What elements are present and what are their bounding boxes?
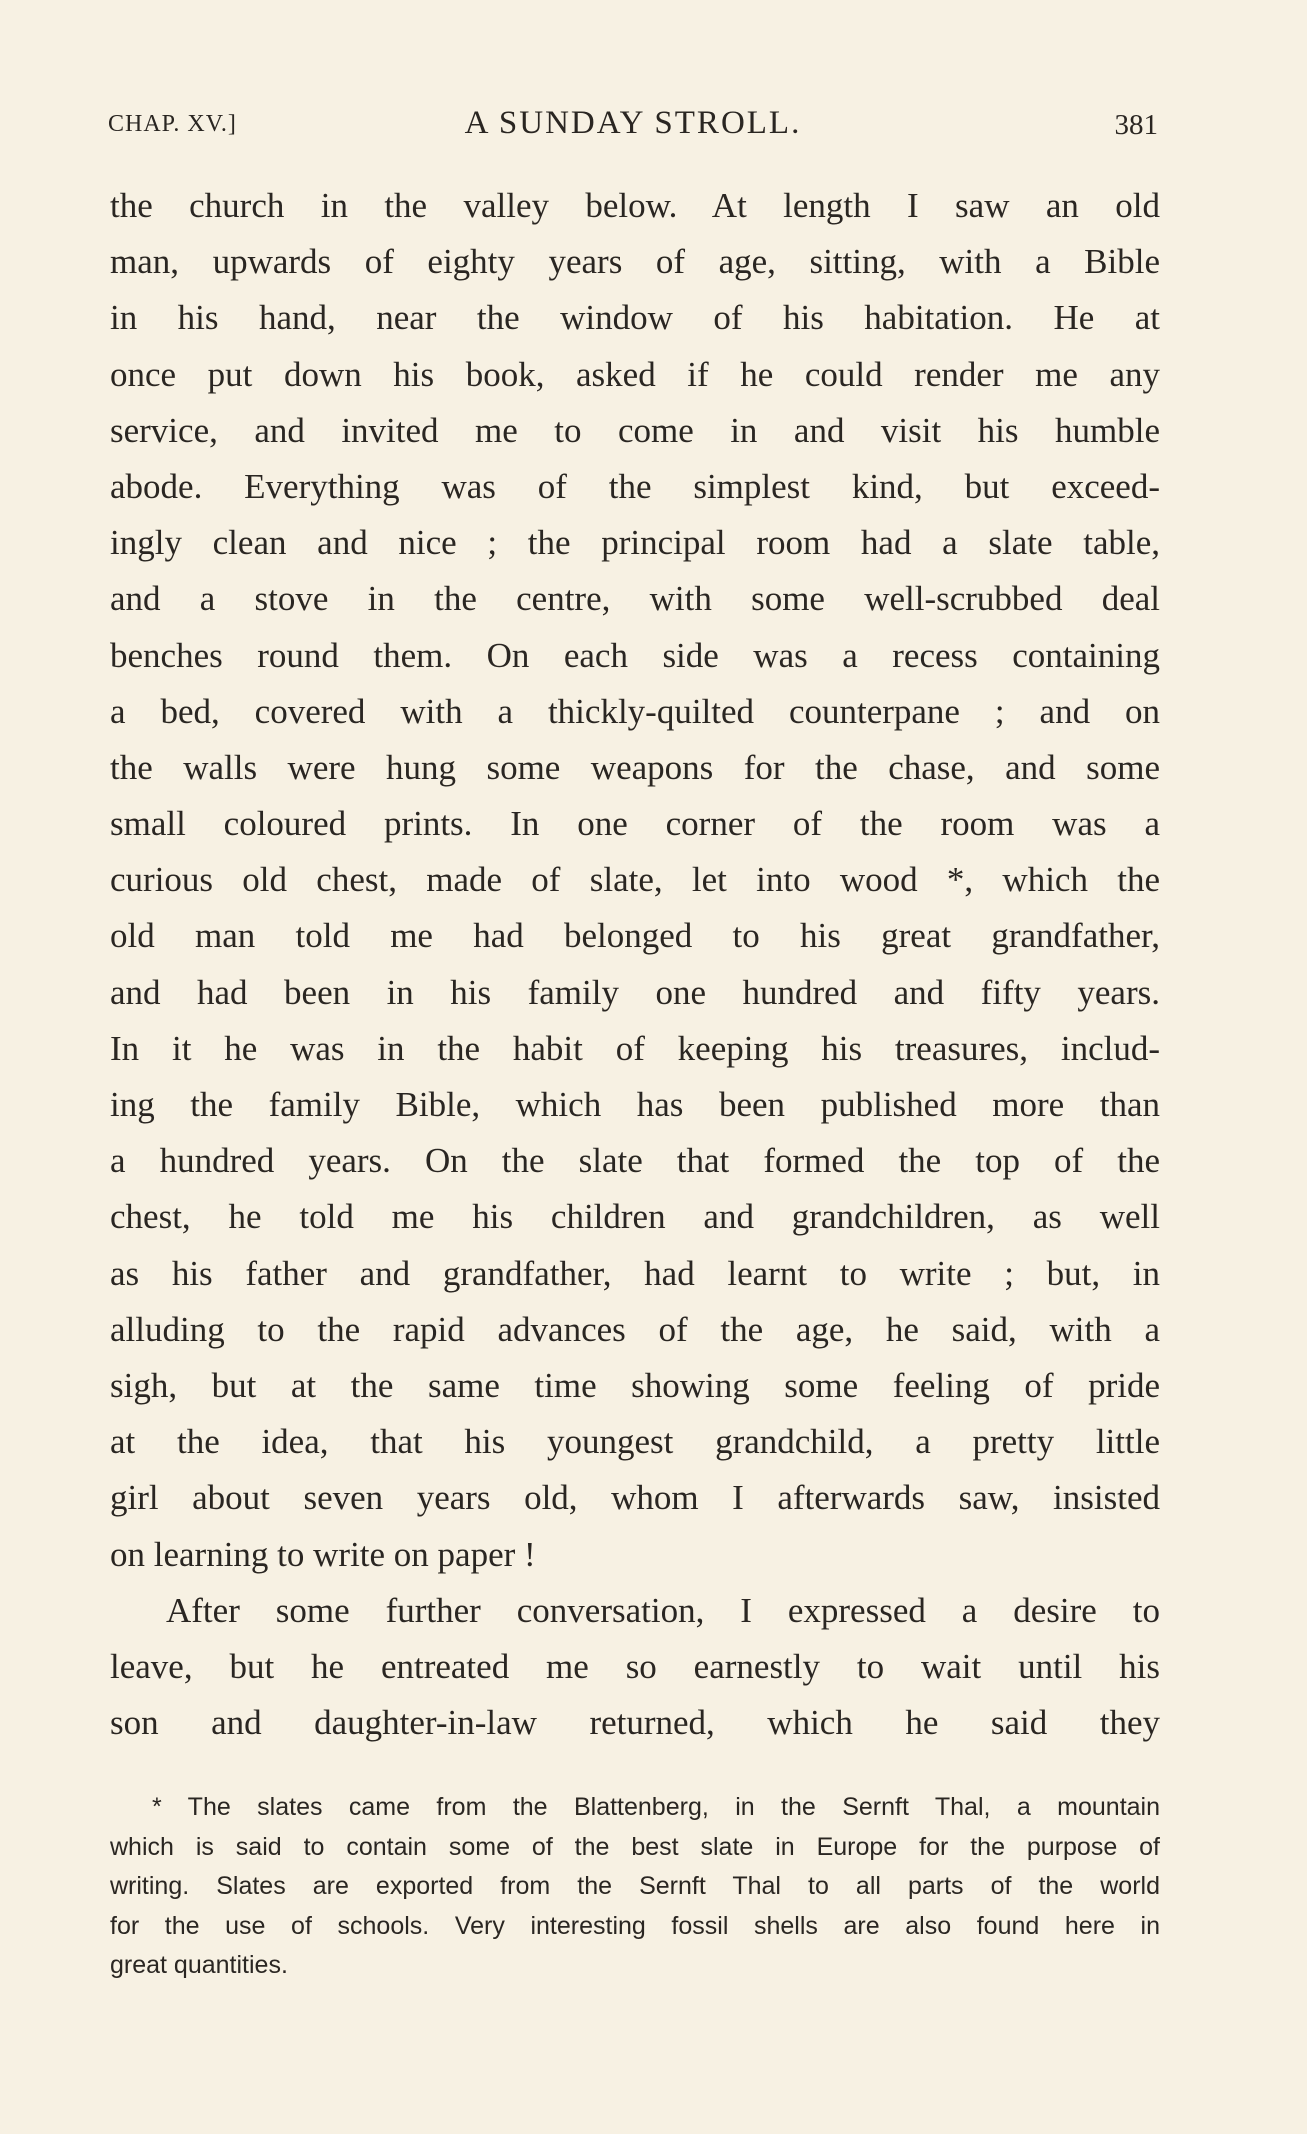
text-line: benches round them. On each side was a recess containing	[110, 635, 1160, 675]
paragraph-start-line: After some further conversation, I expressed a desire to	[166, 1590, 1160, 1630]
text-line: small coloured prints. In one corner of the room was a	[110, 804, 1160, 844]
footnote-line: which is said to contain some of the best slate in Europe for the purpose of	[110, 1832, 1160, 1861]
text-line: service, and invited me to come in and visit his humble	[110, 410, 1160, 450]
text-line: in his hand, near the window of his habitation. He at	[110, 298, 1160, 338]
text-line: sigh, but at the same time showing some feeling of pride	[110, 1365, 1160, 1405]
text-line: at the idea, that his youngest grandchild, a pretty little	[110, 1422, 1160, 1462]
footnote	[110, 1792, 1160, 1990]
page-number: 381	[1114, 109, 1158, 141]
text-line: chest, he told me his children and grandchildren, as well	[110, 1197, 1160, 1237]
text-line: alluding to the rapid advances of the age, he said, with a	[110, 1309, 1160, 1349]
footnote-line: for the use of schools. Very interesting fossil shells are also found here in	[110, 1911, 1160, 1940]
text-line: the walls were hung some weapons for the chase, and some	[110, 747, 1160, 787]
footnote-line: * The slates came from the Blattenberg, in the Sernft Thal, a mountain	[152, 1793, 1160, 1821]
footnote-line: writing. Slates are exported from the Sernft Thal to all parts of the world	[110, 1872, 1160, 1900]
text-line: and a stove in the centre, with some well-scrubbed deal	[110, 579, 1160, 619]
text-line: curious old chest, made of slate, let into wood *, which the	[110, 860, 1160, 900]
paragraph-end-line: on learning to write on paper !	[110, 1534, 536, 1574]
footnote-line: great quantities.	[110, 1951, 288, 1979]
text-line: ing the family Bible, which has been published more than	[110, 1085, 1160, 1124]
running-title: A SUNDAY STROLL.	[464, 105, 802, 141]
text-line: ingly clean and nice ; the principal room had a slate table,	[110, 523, 1160, 563]
text-line: and had been in his family one hundred and fifty years.	[110, 972, 1160, 1012]
text-line: leave, but he entreated me so earnestly to wait until his	[110, 1646, 1160, 1686]
text-line: girl about seven years old, whom I afterwards saw, insisted	[110, 1478, 1160, 1518]
text-line: the church in the valley below. At length I saw an old	[110, 186, 1160, 225]
text-line: son and daughter-in-law returned, which he said they	[110, 1703, 1160, 1743]
running-head	[108, 105, 1158, 145]
text-line: man, upwards of eighty years of age, sitting, with a Bible	[110, 242, 1160, 282]
text-line: once put down his book, asked if he could render me any	[110, 354, 1160, 394]
chapter-label: CHAP. XV.]	[108, 111, 237, 137]
text-line: a hundred years. On the slate that formed the top of the	[110, 1141, 1160, 1181]
body-text	[110, 186, 1160, 1759]
text-line: abode. Everything was of the simplest kind, but exceed-	[110, 466, 1160, 506]
text-line: as his father and grandfather, had learnt to write ; but, in	[110, 1253, 1160, 1293]
text-line: old man told me had belonged to his great grandfather,	[110, 916, 1160, 956]
text-line: In it he was in the habit of keeping his treasures, includ-	[110, 1028, 1160, 1068]
text-line: a bed, covered with a thickly-quilted counterpane ; and on	[110, 691, 1160, 731]
